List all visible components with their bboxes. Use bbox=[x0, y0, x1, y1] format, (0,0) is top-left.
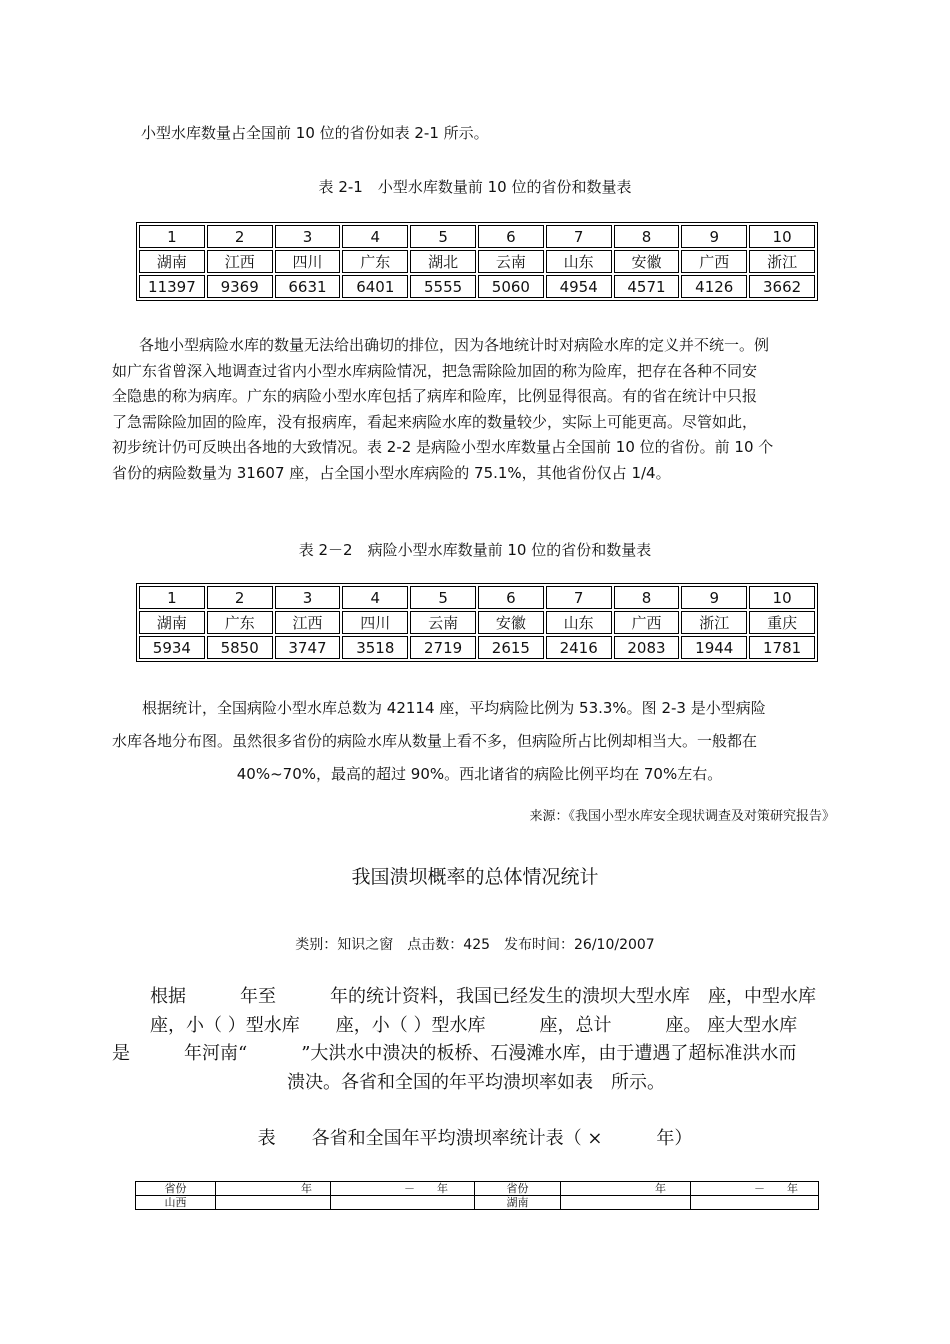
source-note: 来源：《我国小型水库安全现状调查及对策研究报告》 bbox=[529, 809, 835, 824]
table2-rank-cell: 7 bbox=[546, 586, 612, 609]
table1-province-cell: 广西 bbox=[681, 250, 747, 273]
paragraph-1-line: 全隐患的称为病库。广东的病险小型水库包括了病库和险库，比例显得很高。有的省在统计中只报 bbox=[112, 387, 758, 405]
article-line: 是 年河南“ ”大洪水中溃决的板桥、石漫滩水库，由于遭遇了超标准洪水而 bbox=[112, 1043, 797, 1064]
table1-count-cell: 4126 bbox=[681, 275, 747, 298]
table1-caption: 表 2-1 小型水库数量前 10 位的省份和数量表 bbox=[318, 178, 632, 196]
rate-header-cell: 省份 bbox=[475, 1182, 561, 1196]
table2-rank-cell: 5 bbox=[410, 586, 476, 609]
table2-province-cell: 江西 bbox=[275, 611, 341, 634]
table1-rank-cell: 4 bbox=[342, 225, 408, 248]
table2-count-cell: 5850 bbox=[207, 636, 273, 659]
rate-header-cell: － 年 bbox=[331, 1182, 475, 1196]
table2-province-cell: 湖南 bbox=[139, 611, 205, 634]
table2-province-cell: 山东 bbox=[546, 611, 612, 634]
table1-province-cell: 湖南 bbox=[139, 250, 205, 273]
rate-table-header bbox=[136, 1182, 819, 1196]
intro-text: 小型水库数量占全国前 10 位的省份如表 2-1 所示。 bbox=[141, 124, 489, 142]
table1-count-cell: 11397 bbox=[139, 275, 205, 298]
table1-rank-cell: 1 bbox=[139, 225, 205, 248]
table2-count-cell: 5934 bbox=[139, 636, 205, 659]
table1-rank-cell: 7 bbox=[546, 225, 612, 248]
table1-count-cell: 6401 bbox=[342, 275, 408, 298]
table2-count-cell: 3518 bbox=[342, 636, 408, 659]
paragraph-2-line: 水库各地分布图。虽然很多省份的病险水库从数量上看不多，但病险所占比例却相当大。一般都在 bbox=[112, 732, 758, 750]
rate-header-cell: 年 bbox=[216, 1182, 331, 1196]
table1-province-cell: 山东 bbox=[546, 250, 612, 273]
article-line: 根据 年至 年的统计资料，我国已经发生的溃坝大型水库 座，中型水库 bbox=[150, 986, 816, 1007]
table1-province-cell: 安徽 bbox=[614, 250, 680, 273]
rate-cell bbox=[691, 1196, 819, 1210]
paragraph-1 bbox=[112, 333, 847, 486]
table1-count-cell: 6631 bbox=[275, 275, 341, 298]
table2-rank-cell: 1 bbox=[139, 586, 205, 609]
paragraph-2-line: 根据统计，全国病险小型水库总数为 42114 座，平均病险比例为 53.3%。图 2-3 是小型病险 bbox=[142, 699, 766, 717]
table1-province-cell: 湖北 bbox=[410, 250, 476, 273]
table2-count-row bbox=[139, 636, 815, 659]
table2-count-cell: 2083 bbox=[614, 636, 680, 659]
rate-header-cell: 年 bbox=[561, 1182, 691, 1196]
table2-rank-cell: 6 bbox=[478, 586, 544, 609]
table1-count-cell: 5060 bbox=[478, 275, 544, 298]
table2-province-cell: 广东 bbox=[207, 611, 273, 634]
rate-cell: 湖南 bbox=[475, 1196, 561, 1210]
table2-province-cell: 广西 bbox=[614, 611, 680, 634]
rate-cell bbox=[331, 1196, 475, 1210]
table1 bbox=[136, 222, 818, 301]
table2-count-cell: 1944 bbox=[681, 636, 747, 659]
table1-rank-cell: 6 bbox=[478, 225, 544, 248]
table1-province-cell: 江西 bbox=[207, 250, 273, 273]
table1-rank-cell: 3 bbox=[275, 225, 341, 248]
table1-count-cell: 5555 bbox=[410, 275, 476, 298]
table2-rank-cell: 2 bbox=[207, 586, 273, 609]
table1-count-cell: 3662 bbox=[749, 275, 815, 298]
table2 bbox=[136, 583, 818, 662]
table2-province-row bbox=[139, 611, 815, 634]
table1-count-cell: 4954 bbox=[546, 275, 612, 298]
paragraph-2-line: 40%~70%，最高的超过 90%。西北诸省的病险比例平均在 70%左右。 bbox=[236, 765, 723, 783]
table2-rank-cell: 4 bbox=[342, 586, 408, 609]
table2-count-cell: 2719 bbox=[410, 636, 476, 659]
table2-province-cell: 云南 bbox=[410, 611, 476, 634]
article-line: 溃决。各省和全国的年平均溃坝率如表 所示。 bbox=[287, 1071, 665, 1093]
table2-count-cell: 1781 bbox=[749, 636, 815, 659]
rate-table bbox=[135, 1181, 819, 1210]
table1-province-cell: 四川 bbox=[275, 250, 341, 273]
table2-province-cell: 浙江 bbox=[681, 611, 747, 634]
article-meta: 类别：知识之窗 点击数：425 发布时间：26/10/2007 bbox=[295, 937, 655, 953]
table1-rank-cell: 8 bbox=[614, 225, 680, 248]
table2-rank-cell: 3 bbox=[275, 586, 341, 609]
rate-cell bbox=[561, 1196, 691, 1210]
table1-rank-row bbox=[139, 225, 815, 248]
article-body bbox=[112, 983, 840, 1097]
table2-caption: 表 2－2 病险小型水库数量前 10 位的省份和数量表 bbox=[298, 541, 652, 559]
rate-table-caption: 表 各省和全国年平均溃坝率统计表（ × 年） bbox=[257, 1128, 693, 1149]
rate-cell bbox=[216, 1196, 331, 1210]
table2-rank-cell: 10 bbox=[749, 586, 815, 609]
table1-province-row bbox=[139, 250, 815, 273]
paragraph-1-line: 省份的病险数量为 31607 座，占全国小型水库病险的 75.1%，其他省份仅占 1/4。 bbox=[112, 463, 671, 482]
table2-count-cell: 2615 bbox=[478, 636, 544, 659]
table2-rank-cell: 8 bbox=[614, 586, 680, 609]
table1-province-cell: 浙江 bbox=[749, 250, 815, 273]
rate-table-row bbox=[136, 1196, 819, 1210]
article-title: 我国溃坝概率的总体情况统计 bbox=[351, 866, 599, 888]
table1-province-cell: 云南 bbox=[478, 250, 544, 273]
table1-count-row bbox=[139, 275, 815, 298]
table1-rank-cell: 9 bbox=[681, 225, 747, 248]
table2-rank-row bbox=[139, 586, 815, 609]
table1-rank-cell: 2 bbox=[207, 225, 273, 248]
paragraph-1-line: 如广东省曾深入地调查过省内小型水库病险情况，把急需除险加固的称为险库，把存在各种不同安 bbox=[112, 361, 758, 380]
table2-province-cell: 四川 bbox=[342, 611, 408, 634]
table2-province-cell: 安徽 bbox=[478, 611, 544, 634]
table1-province-cell: 广东 bbox=[342, 250, 408, 273]
paragraph-1-line: 了急需除险加固的险库，没有报病库，看起来病险水库的数量较少，实际上可能更高。尽管如此， bbox=[112, 412, 758, 431]
rate-header-cell: － 年 bbox=[691, 1182, 819, 1196]
paragraph-1-line: 各地小型病险水库的数量无法给出确切的排位，因为各地统计时对病险水库的定义并不统一。例 bbox=[139, 336, 770, 354]
table2-rank-cell: 9 bbox=[681, 586, 747, 609]
table2-province-cell: 重庆 bbox=[749, 611, 815, 634]
paragraph-2 bbox=[112, 692, 847, 791]
paragraph-1-line: 初步统计仍可反映出各地的大致情况。表 2-2 是病险小型水库数量占全国前 10 位的省份。前 10 个 bbox=[112, 438, 774, 456]
table1-count-cell: 4571 bbox=[614, 275, 680, 298]
rate-cell: 山西 bbox=[136, 1196, 216, 1210]
rate-header-cell: 省份 bbox=[136, 1182, 216, 1196]
table1-rank-cell: 5 bbox=[410, 225, 476, 248]
table1-rank-cell: 10 bbox=[749, 225, 815, 248]
table2-count-cell: 3747 bbox=[275, 636, 341, 659]
table2-count-cell: 2416 bbox=[546, 636, 612, 659]
article-line: 座，小（ ）型水库 座，小（ ）型水库 座，总计 座。 座大型水库 bbox=[150, 1014, 798, 1036]
table1-count-cell: 9369 bbox=[207, 275, 273, 298]
